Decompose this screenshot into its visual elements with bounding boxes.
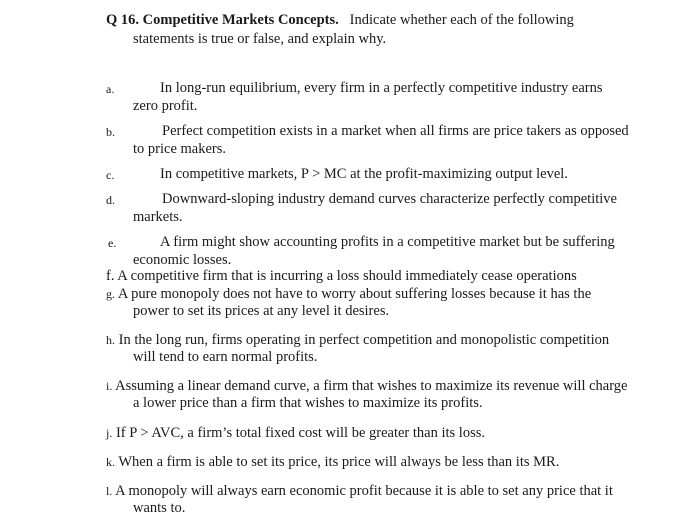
question-number: Q 16.: [106, 12, 140, 28]
item-g: [106, 285, 591, 303]
item-d-line2: markets.: [133, 209, 183, 225]
item-k: [106, 453, 559, 471]
question-title: Competitive Markets Concepts.: [142, 12, 339, 28]
item-b-line1: Perfect competition exists in a market when all firms are price takers as opposed: [162, 123, 629, 139]
item-a-line1: In long-run equilibrium, every firm in a perfectly competitive industry earns: [160, 80, 603, 96]
item-c-marker: c.: [106, 168, 115, 182]
item-e-line2: economic losses.: [133, 252, 232, 268]
item-j: [106, 424, 485, 442]
item-f: [106, 267, 577, 285]
item-k-line1: When a firm is able to set its price, its price will always be less than its MR.: [118, 454, 560, 470]
item-i-line1: Assuming a linear demand curve, a firm that wishes to maximize its revenue will charge: [115, 378, 628, 394]
item-h-line2: will tend to earn normal profits.: [133, 349, 318, 365]
item-k-marker: k.: [106, 455, 115, 469]
item-b-line2: to price makers.: [133, 141, 227, 157]
item-g-line1: A pure monopoly does not have to worry about suffering losses because it has the: [117, 286, 592, 302]
item-e-line1: A firm might show accounting profits in a competitive market but be suffering: [160, 234, 615, 250]
question-header: [106, 11, 574, 29]
item-b-marker: b.: [106, 125, 115, 139]
item-l: [106, 482, 613, 500]
item-j-marker: j.: [106, 426, 113, 440]
question-instruction-1: Indicate whether each of the following: [349, 12, 574, 28]
item-c-line1: In competitive markets, P > MC at the profit-maximizing output level.: [160, 166, 568, 182]
item-e-marker: e.: [108, 236, 117, 250]
item-l-line1: A monopoly will always earn economic profit because it is able to set any price that it: [115, 483, 613, 499]
item-d-line1: Downward-sloping industry demand curves characterize perfectly competitive: [162, 191, 617, 207]
question-instruction-2: statements is true or false, and explain why.: [133, 31, 387, 47]
item-g-marker: g.: [106, 287, 115, 301]
item-f-line1: A competitive firm that is incurring a loss should immediately cease operations: [117, 268, 577, 284]
item-a-line2: zero profit.: [133, 98, 198, 114]
item-i: [106, 377, 628, 395]
item-l-line2: wants to.: [133, 500, 186, 516]
item-f-marker: f.: [106, 268, 115, 284]
item-i-marker: i.: [106, 379, 113, 393]
item-a-marker: a.: [106, 82, 115, 96]
item-h: [106, 331, 609, 349]
item-h-line1: In the long run, firms operating in perfect competition and monopolistic competition: [118, 332, 610, 348]
item-j-line1: If P > AVC, a firm’s total fixed cost will be greater than its loss.: [115, 425, 485, 441]
item-i-line2: a lower price than a firm that wishes to maximize its profits.: [133, 395, 483, 411]
item-l-marker: l.: [106, 484, 113, 498]
item-h-marker: h.: [106, 333, 115, 347]
item-g-line2: power to set its prices at any level it desires.: [133, 303, 390, 319]
item-d-marker: d.: [106, 193, 115, 207]
